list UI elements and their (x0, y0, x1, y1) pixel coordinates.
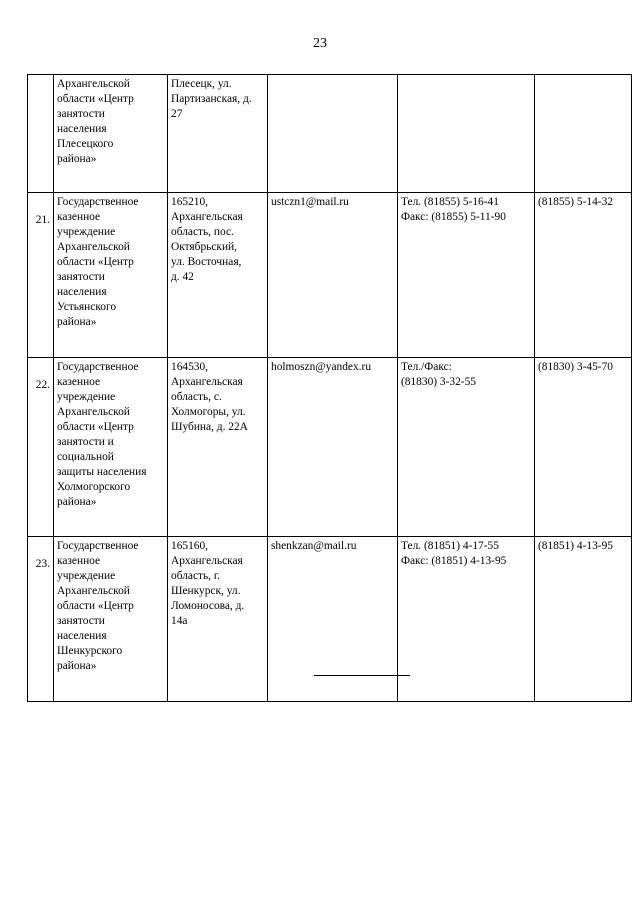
phone-numbers (398, 537, 535, 702)
phone-numbers-line: Тел. (81855) 5-16-41 (401, 196, 499, 208)
organization-address-line: 14а (171, 615, 188, 627)
row-number: 21. (28, 193, 54, 358)
row-number (28, 75, 54, 193)
contacts-table (27, 74, 632, 702)
organization-name-line: района» (57, 316, 97, 328)
organization-address-line: Архангельская (171, 555, 243, 567)
organization-address-line: Холмогоры, ул. (171, 406, 246, 418)
organization-name-line: района» (57, 660, 97, 672)
phone-numbers-line: Факс: (81855) 5-11-90 (401, 211, 506, 223)
organization-name (54, 537, 168, 702)
organization-address-line: Октябрьский, (171, 241, 237, 253)
organization-address-line: область, с. (171, 391, 222, 403)
phone-numbers-line: (81830) 3-32-55 (401, 376, 476, 388)
organization-name-line: Государственное (57, 196, 139, 208)
organization-name-line: Архангельской (57, 241, 130, 253)
page-number: 23 (313, 36, 327, 51)
organization-name (54, 358, 168, 537)
organization-address-line: ул. Восточная, (171, 256, 242, 268)
table-body (28, 75, 632, 702)
organization-name-line: учреждение (57, 570, 116, 582)
organization-name-line: Шенкурского (57, 645, 123, 657)
email-address (268, 75, 398, 193)
fax-number: (81851) 4-13-95 (535, 537, 632, 702)
organization-name-line: района» (57, 496, 97, 508)
organization-name-line: Холмогорского (57, 481, 131, 493)
organization-name-line: учреждение (57, 391, 116, 403)
organization-address-line: 165210, (171, 196, 209, 208)
organization-name-line: населения (57, 123, 107, 135)
organization-address (168, 75, 268, 193)
end-separator-line (314, 675, 410, 676)
organization-name-line: Архангельской (57, 406, 130, 418)
organization-name-line: области «Центр (57, 600, 134, 612)
organization-address-line: Ломоносова, д. (171, 600, 245, 612)
organization-name-line: населения (57, 286, 107, 298)
organization-name (54, 193, 168, 358)
organization-address-line: Плесецк, ул. (171, 78, 232, 90)
organization-name-line: занятости (57, 615, 105, 627)
phone-numbers-line: Тел./Факс: (401, 361, 452, 373)
organization-address-line: область, пос. (171, 226, 234, 238)
organization-name-line: Плесецкого (57, 138, 114, 150)
organization-address-line: Архангельская (171, 376, 243, 388)
email-address: holmoszn@yandex.ru (268, 358, 398, 537)
organization-name-line: области «Центр (57, 256, 134, 268)
organization-name-line: занятости и (57, 436, 114, 448)
phone-numbers-line: Факс: (81851) 4-13-95 (401, 555, 507, 567)
organization-name-line: Архангельской (57, 78, 130, 90)
organization-address (168, 537, 268, 702)
email-address: shenkzan@mail.ru (268, 537, 398, 702)
email-address: ustczn1@mail.ru (268, 193, 398, 358)
organization-address-line: область, г. (171, 570, 221, 582)
fax-number: (81855) 5-14-32 (535, 193, 632, 358)
phone-numbers (398, 193, 535, 358)
organization-address-line: Архангельская (171, 211, 243, 223)
organization-name-line: защиты населения (57, 466, 147, 478)
organization-name-line: области «Центр (57, 93, 134, 105)
table-row (28, 75, 632, 193)
organization-name-line: казенное (57, 211, 101, 223)
row-number: 23. (28, 537, 54, 702)
row-number: 22. (28, 358, 54, 537)
organization-address-line: 164530, (171, 361, 209, 373)
table-row (28, 358, 632, 537)
organization-name-line: района» (57, 153, 97, 165)
organization-name-line: казенное (57, 555, 101, 567)
organization-address-line: д. 42 (171, 271, 194, 283)
organization-name-line: казенное (57, 376, 101, 388)
organization-name-line: учреждение (57, 226, 116, 238)
fax-number (535, 75, 632, 193)
table-row (28, 193, 632, 358)
organization-address (168, 193, 268, 358)
organization-address-line: Шубина, д. 22А (171, 421, 248, 433)
organization-name-line: социальной (57, 451, 114, 463)
organization-name-line: области «Центр (57, 421, 134, 433)
organization-name-line: Государственное (57, 361, 139, 373)
fax-number: (81830) 3-45-70 (535, 358, 632, 537)
organization-name-line: Архангельской (57, 585, 130, 597)
organization-name-line: населения (57, 630, 107, 642)
phone-numbers (398, 358, 535, 537)
organization-address (168, 358, 268, 537)
organization-name-line: Государственное (57, 540, 139, 552)
organization-name-line: занятости (57, 271, 105, 283)
organization-address-line: 165160, (171, 540, 209, 552)
organization-name (54, 75, 168, 193)
organization-name-line: Устьянского (57, 301, 117, 313)
phone-numbers (398, 75, 535, 193)
table-row (28, 537, 632, 702)
phone-numbers-line: Тел. (81851) 4-17-55 (401, 540, 499, 552)
organization-address-line: Шенкурск, ул. (171, 585, 241, 597)
organization-address-line: Партизанская, д. (171, 93, 252, 105)
organization-name-line: занятости (57, 108, 105, 120)
organization-address-line: 27 (171, 108, 183, 120)
